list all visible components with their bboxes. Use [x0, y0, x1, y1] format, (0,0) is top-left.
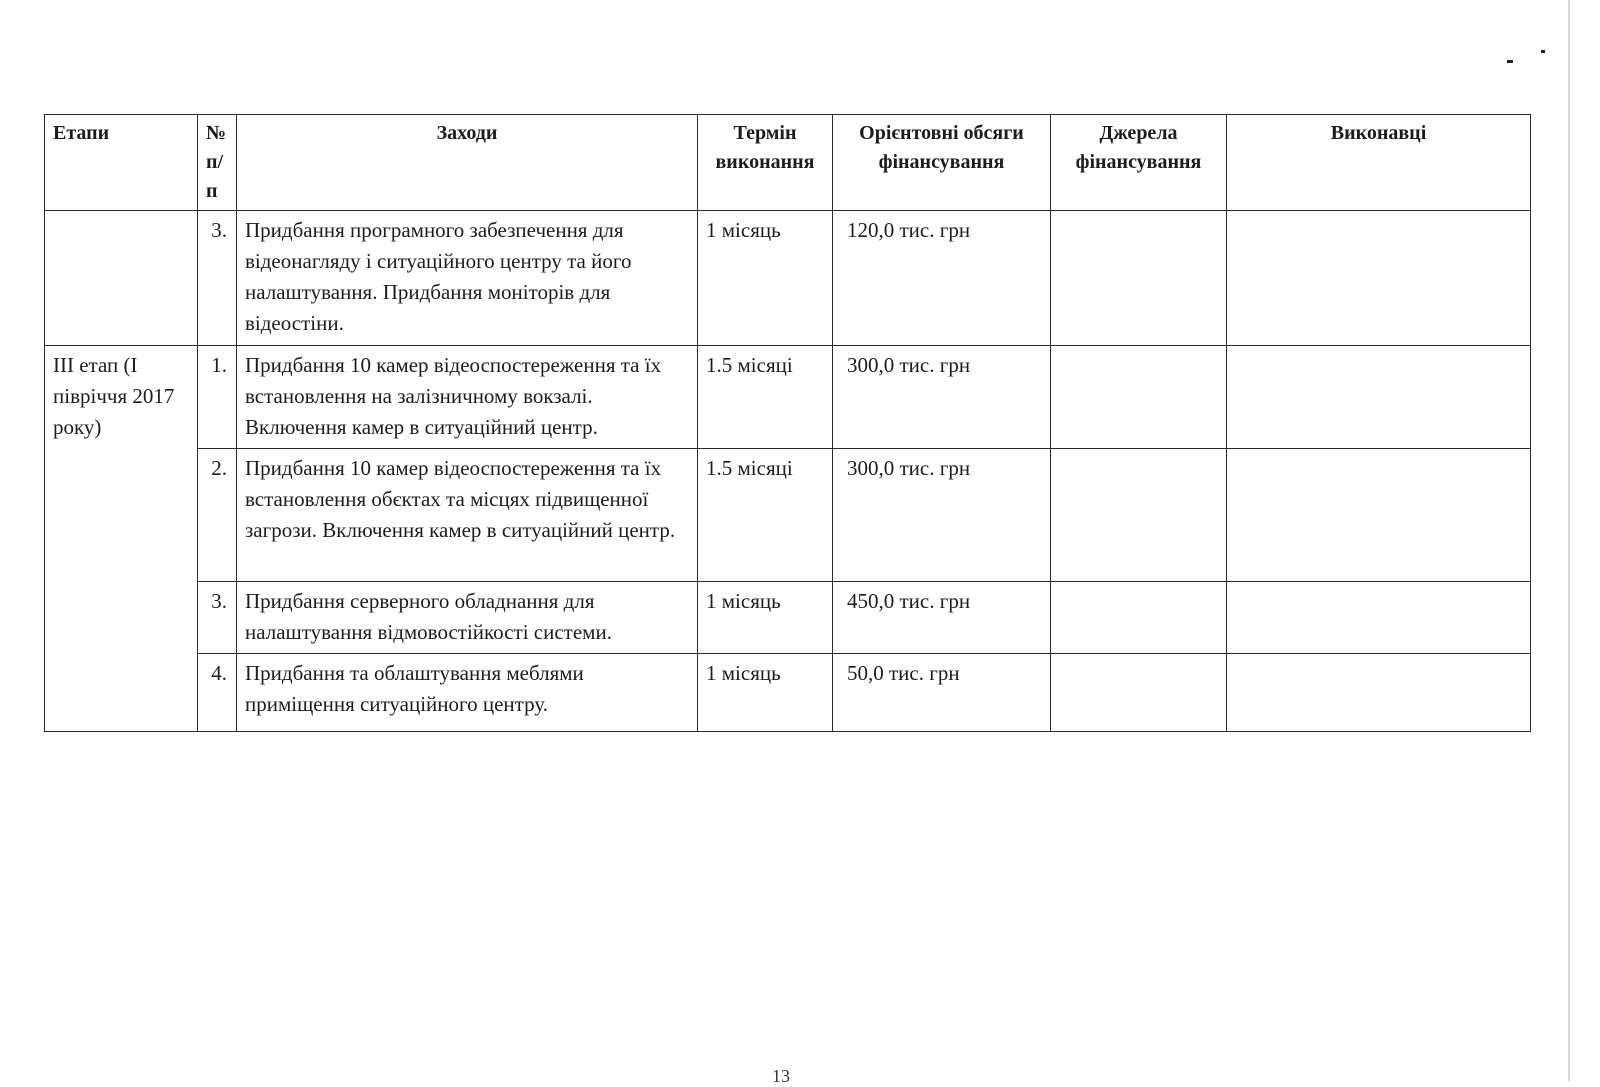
amount-cell: 300,0 тис. грн: [833, 346, 1051, 449]
stage-cell: ІІІ етап (І півріччя 2017 року): [45, 346, 198, 732]
stage-cell-empty: [45, 211, 198, 346]
row-number: 3.: [198, 211, 237, 346]
amount-cell: 300,0 тис. грн: [833, 449, 1051, 582]
measure-cell: Придбання програмного забезпечення для відеонагляду і ситуаційного центру та його налаштування. Придбання моніторів для відеостіни.: [237, 211, 698, 346]
executor-cell: [1227, 449, 1531, 582]
header-number: № п/п: [198, 115, 237, 211]
row-number: 2.: [198, 449, 237, 582]
funding-source-cell: [1051, 449, 1227, 582]
executor-cell: [1227, 211, 1531, 346]
header-measures: Заходи: [237, 115, 698, 211]
row-number: 4.: [198, 654, 237, 732]
term-cell: 1 місяць: [698, 211, 833, 346]
header-stages: Етапи: [45, 115, 198, 211]
amount-cell: 50,0 тис. грн: [833, 654, 1051, 732]
header-executors: Виконавці: [1227, 115, 1531, 211]
header-funding-sources: Джерела фінансування: [1051, 115, 1227, 211]
page-edge: [1568, 0, 1570, 1081]
amount-cell: 450,0 тис. грн: [833, 582, 1051, 654]
header-term: Термін виконання: [698, 115, 833, 211]
measures-table: [44, 114, 1531, 732]
funding-source-cell: [1051, 211, 1227, 346]
table-row: [45, 346, 1531, 449]
term-cell: 1 місяць: [698, 654, 833, 732]
measure-cell: Придбання 10 камер відеоспостереження та їх встановлення обєктах та місцях підвищенної загрози. Включення камер в ситуаційний центр.: [237, 449, 698, 582]
table-row: [45, 449, 1531, 582]
scan-mark: [1541, 50, 1545, 53]
page-number: 13: [772, 1066, 790, 1086]
table-header-row: [45, 115, 1531, 211]
row-number: 3.: [198, 582, 237, 654]
table-row: [45, 582, 1531, 654]
table-row: [45, 654, 1531, 732]
funding-source-cell: [1051, 346, 1227, 449]
funding-source-cell: [1051, 654, 1227, 732]
executor-cell: [1227, 582, 1531, 654]
row-number: 1.: [198, 346, 237, 449]
measure-cell: Придбання та облаштування меблями приміщення ситуаційного центру.: [237, 654, 698, 732]
funding-source-cell: [1051, 582, 1227, 654]
term-cell: 1.5 місяці: [698, 346, 833, 449]
measure-cell: Придбання серверного обладнання для налаштування відмовостійкості системи.: [237, 582, 698, 654]
executor-cell: [1227, 346, 1531, 449]
term-cell: 1.5 місяці: [698, 449, 833, 582]
scan-mark: [1507, 60, 1513, 63]
table-row: [45, 211, 1531, 346]
header-funding-volume: Орієнтовні обсяги фінансування: [833, 115, 1051, 211]
term-cell: 1 місяць: [698, 582, 833, 654]
amount-cell: 120,0 тис. грн: [833, 211, 1051, 346]
measure-cell: Придбання 10 камер відеоспостереження та їх встановлення на залізничному вокзалі. Включення камер в ситуаційний центр.: [237, 346, 698, 449]
executor-cell: [1227, 654, 1531, 732]
